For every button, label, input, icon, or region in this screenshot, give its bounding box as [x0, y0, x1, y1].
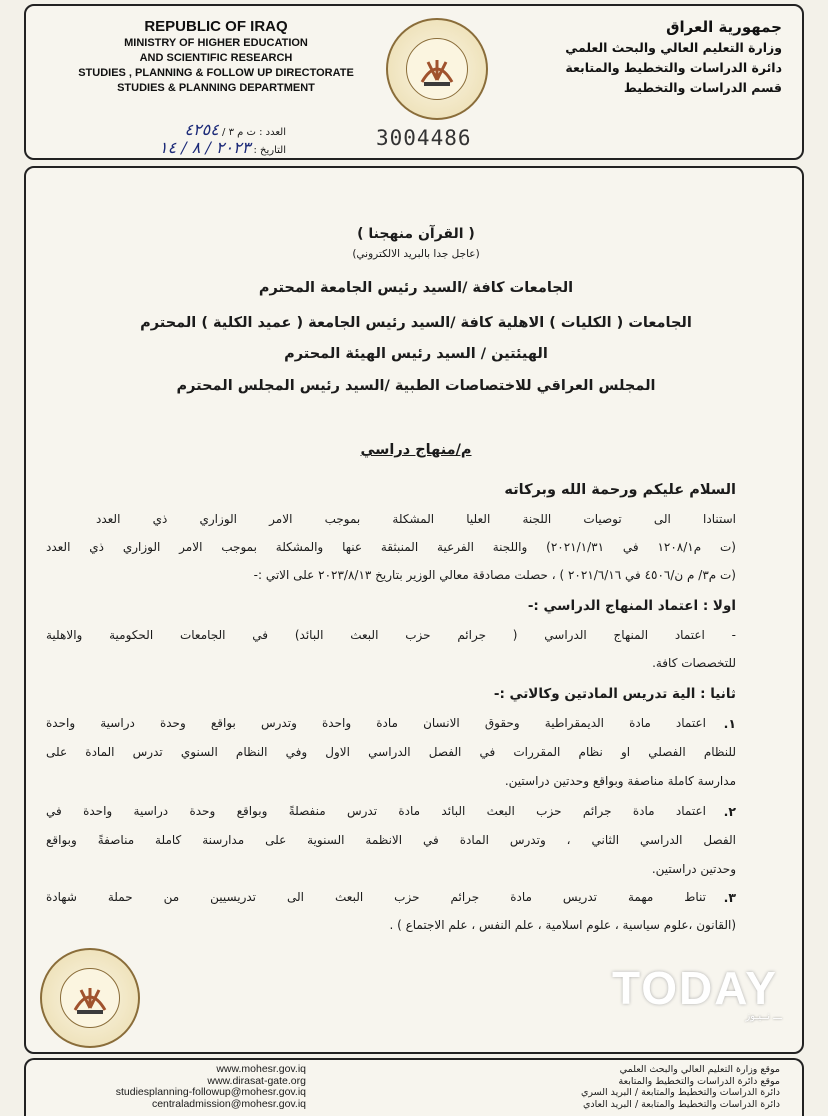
- item-3-number: ٣.: [723, 890, 736, 905]
- recipient-1: الجامعات كافة /السيد رئيس الجامعة المحترم: [258, 280, 574, 296]
- letter-body: [24, 166, 804, 1054]
- ministry-name-ar: وزارة التعليم العالي والبحث العلمي: [565, 40, 782, 55]
- ministry-name-en-1: MINISTRY OF HIGHER EDUCATION: [124, 37, 308, 49]
- ministry-seal-icon: [386, 18, 488, 120]
- motto: ( القرآن منهجنا ): [357, 226, 475, 242]
- letterhead: [24, 4, 804, 160]
- section-two-heading: ثانيا : الية تدريس المادتين وكالاتي :-: [493, 686, 736, 702]
- ref-label: العدد : ت م ٣ /: [222, 127, 286, 138]
- item-2-number: ٢.: [723, 804, 736, 819]
- intro-line-1: استنادا الى توصيات اللجنة العليا المشكلة بموجب الامر الوزاري ذي العدد: [96, 512, 736, 526]
- recipient-2: الجامعات ( الكليات ) الاهلية كافة /السيد رئيس الجامعة ( عميد الكلية ) المحترم: [140, 315, 692, 331]
- footer-link-ministry[interactable]: www.mohesr.gov.iq: [216, 1063, 306, 1075]
- greeting: السلام عليكم ورحمة الله وبركاته: [504, 482, 736, 498]
- recipient-3: الهيئتين / السيد رئيس الهيئة المحترم: [284, 346, 548, 362]
- letterhead-arabic: [532, 16, 782, 98]
- item-2-line-1: اعتماد مادة جرائم حزب البعث البائد مادة تدرس منفصلةً وبواقع وحدة دراسية واحدة في: [46, 804, 706, 818]
- item-3-line-1: تناط مهمة تدريس مادة جرائم حزب البعث الى تدريسيين من حملة شهادة: [46, 890, 706, 904]
- country-name-ar: جمهورية العراق: [666, 18, 782, 36]
- serial-number: 3004486: [376, 126, 472, 150]
- item-1-number: ١.: [723, 716, 736, 731]
- item-1-line-3: مدارسة كاملة مناصفة وبواقع وحدتين دراستين.: [504, 774, 736, 788]
- date-value: ٢٠٢٣ / ٨ / ١٤: [159, 138, 251, 157]
- footer-label-dirasat: موقع دائرة الدراسات والتخطيط والمتابعة: [618, 1075, 780, 1087]
- footer-labels-ar: [520, 1064, 780, 1110]
- footer: [24, 1058, 804, 1116]
- item-2-line-2: الفصل الدراسي الثاني ، وتدرس المادة في الانظمة السنوية على مدارسنة كاملة مناصفةً وبواقع: [46, 833, 736, 847]
- item-1-line-2: للنظام الفصلي او نظام المقررات في الفصل الدراسي الاول وفي النظام السنوي تدرس المادة على: [46, 745, 736, 759]
- department-name-ar: قسم الدراسات والتخطيط: [623, 80, 782, 95]
- item-2-line-3: وحدتين دراستين.: [651, 862, 736, 876]
- today-news-watermark: [612, 962, 782, 1022]
- letterhead-english: [76, 18, 356, 96]
- ref-number: ٤٢٥٤: [184, 120, 219, 139]
- footer-label-secret-mail: دائرة الدراسات والتخطيط والمتابعة / البريد السري: [580, 1087, 780, 1098]
- section-one-heading: اولا : اعتماد المنهاج الدراسي :-: [527, 598, 736, 614]
- intro-line-2: (ت م١٢٠٨/١ في ٢٠٢١/١/٣١) واللجنة الفرعية المنبثقة عنها والمشكلة بموجب الامر الوزاري ذي العدد: [46, 540, 736, 554]
- country-name-en: REPUBLIC OF IRAQ: [144, 18, 288, 35]
- footer-label-ministry: موقع وزارة التعليم العالي والبحث العلمي: [619, 1064, 780, 1075]
- directorate-name-en: STUDIES , PLANNING & FOLLOW UP DIRECTORATE: [78, 67, 354, 79]
- item-3-line-2: (القانون ،علوم سياسية ، علوم اسلامية ، علم النفس ، علم الاجتماع ) .: [389, 918, 736, 932]
- watermark-text: TODAY: [612, 962, 778, 1014]
- footer-link-dirasat[interactable]: www.dirasat-gate.org: [207, 1074, 306, 1087]
- intro-line-3: (ت م٣/ م ن/٤٥٠٦ في ٢٠٢١/٦/١٦ ) ، حصلت مصادقة معالي الوزير بتاريخ ٢٠٢٣/٨/١٣ على الاتي :-: [253, 568, 736, 582]
- ministry-name-en-2: AND SCIENTIFIC RESEARCH: [139, 52, 293, 64]
- ministry-seal-bottom-icon: [40, 948, 140, 1048]
- recipient-4: المجلس العراقي للاختصاصات الطبية /السيد رئيس المجلس المحترم: [176, 378, 656, 394]
- urgency-note: (عاجل جدا بالبريد الالكتروني): [352, 248, 480, 260]
- subject: م/منهاج دراسي: [360, 442, 472, 458]
- footer-links-en: [26, 1064, 306, 1110]
- watermark-subtext: ـــ نــيـوز: [745, 1011, 782, 1022]
- footer-email-studies[interactable]: studiesplanning-followup@mohesr.gov.iq: [115, 1086, 306, 1098]
- reference-block: [136, 122, 286, 158]
- directorate-name-ar: دائرة الدراسات والتخطيط والمتابعة: [565, 60, 782, 75]
- department-name-en: STUDIES & PLANNING DEPARTMENT: [117, 82, 315, 94]
- date-label: التاريخ :: [253, 145, 286, 156]
- footer-email-admission[interactable]: centraladmission@mohesr.gov.iq: [151, 1097, 306, 1110]
- item-1-line-1: اعتماد مادة الديمقراطية وحقوق الانسان مادة واحدة وتدرس بواقع وحدة دراسية واحدة: [46, 716, 706, 730]
- footer-label-normal-mail: دائرة الدراسات والتخطيط والمتابعة / البريد العادي: [582, 1098, 780, 1110]
- section-one-line-1: - اعتماد المنهاج الدراسي ( جرائم حزب البعث البائد) في الجامعات الحكومية والاهلية: [46, 628, 736, 642]
- section-one-line-2: للتخصصات كافة.: [652, 656, 736, 670]
